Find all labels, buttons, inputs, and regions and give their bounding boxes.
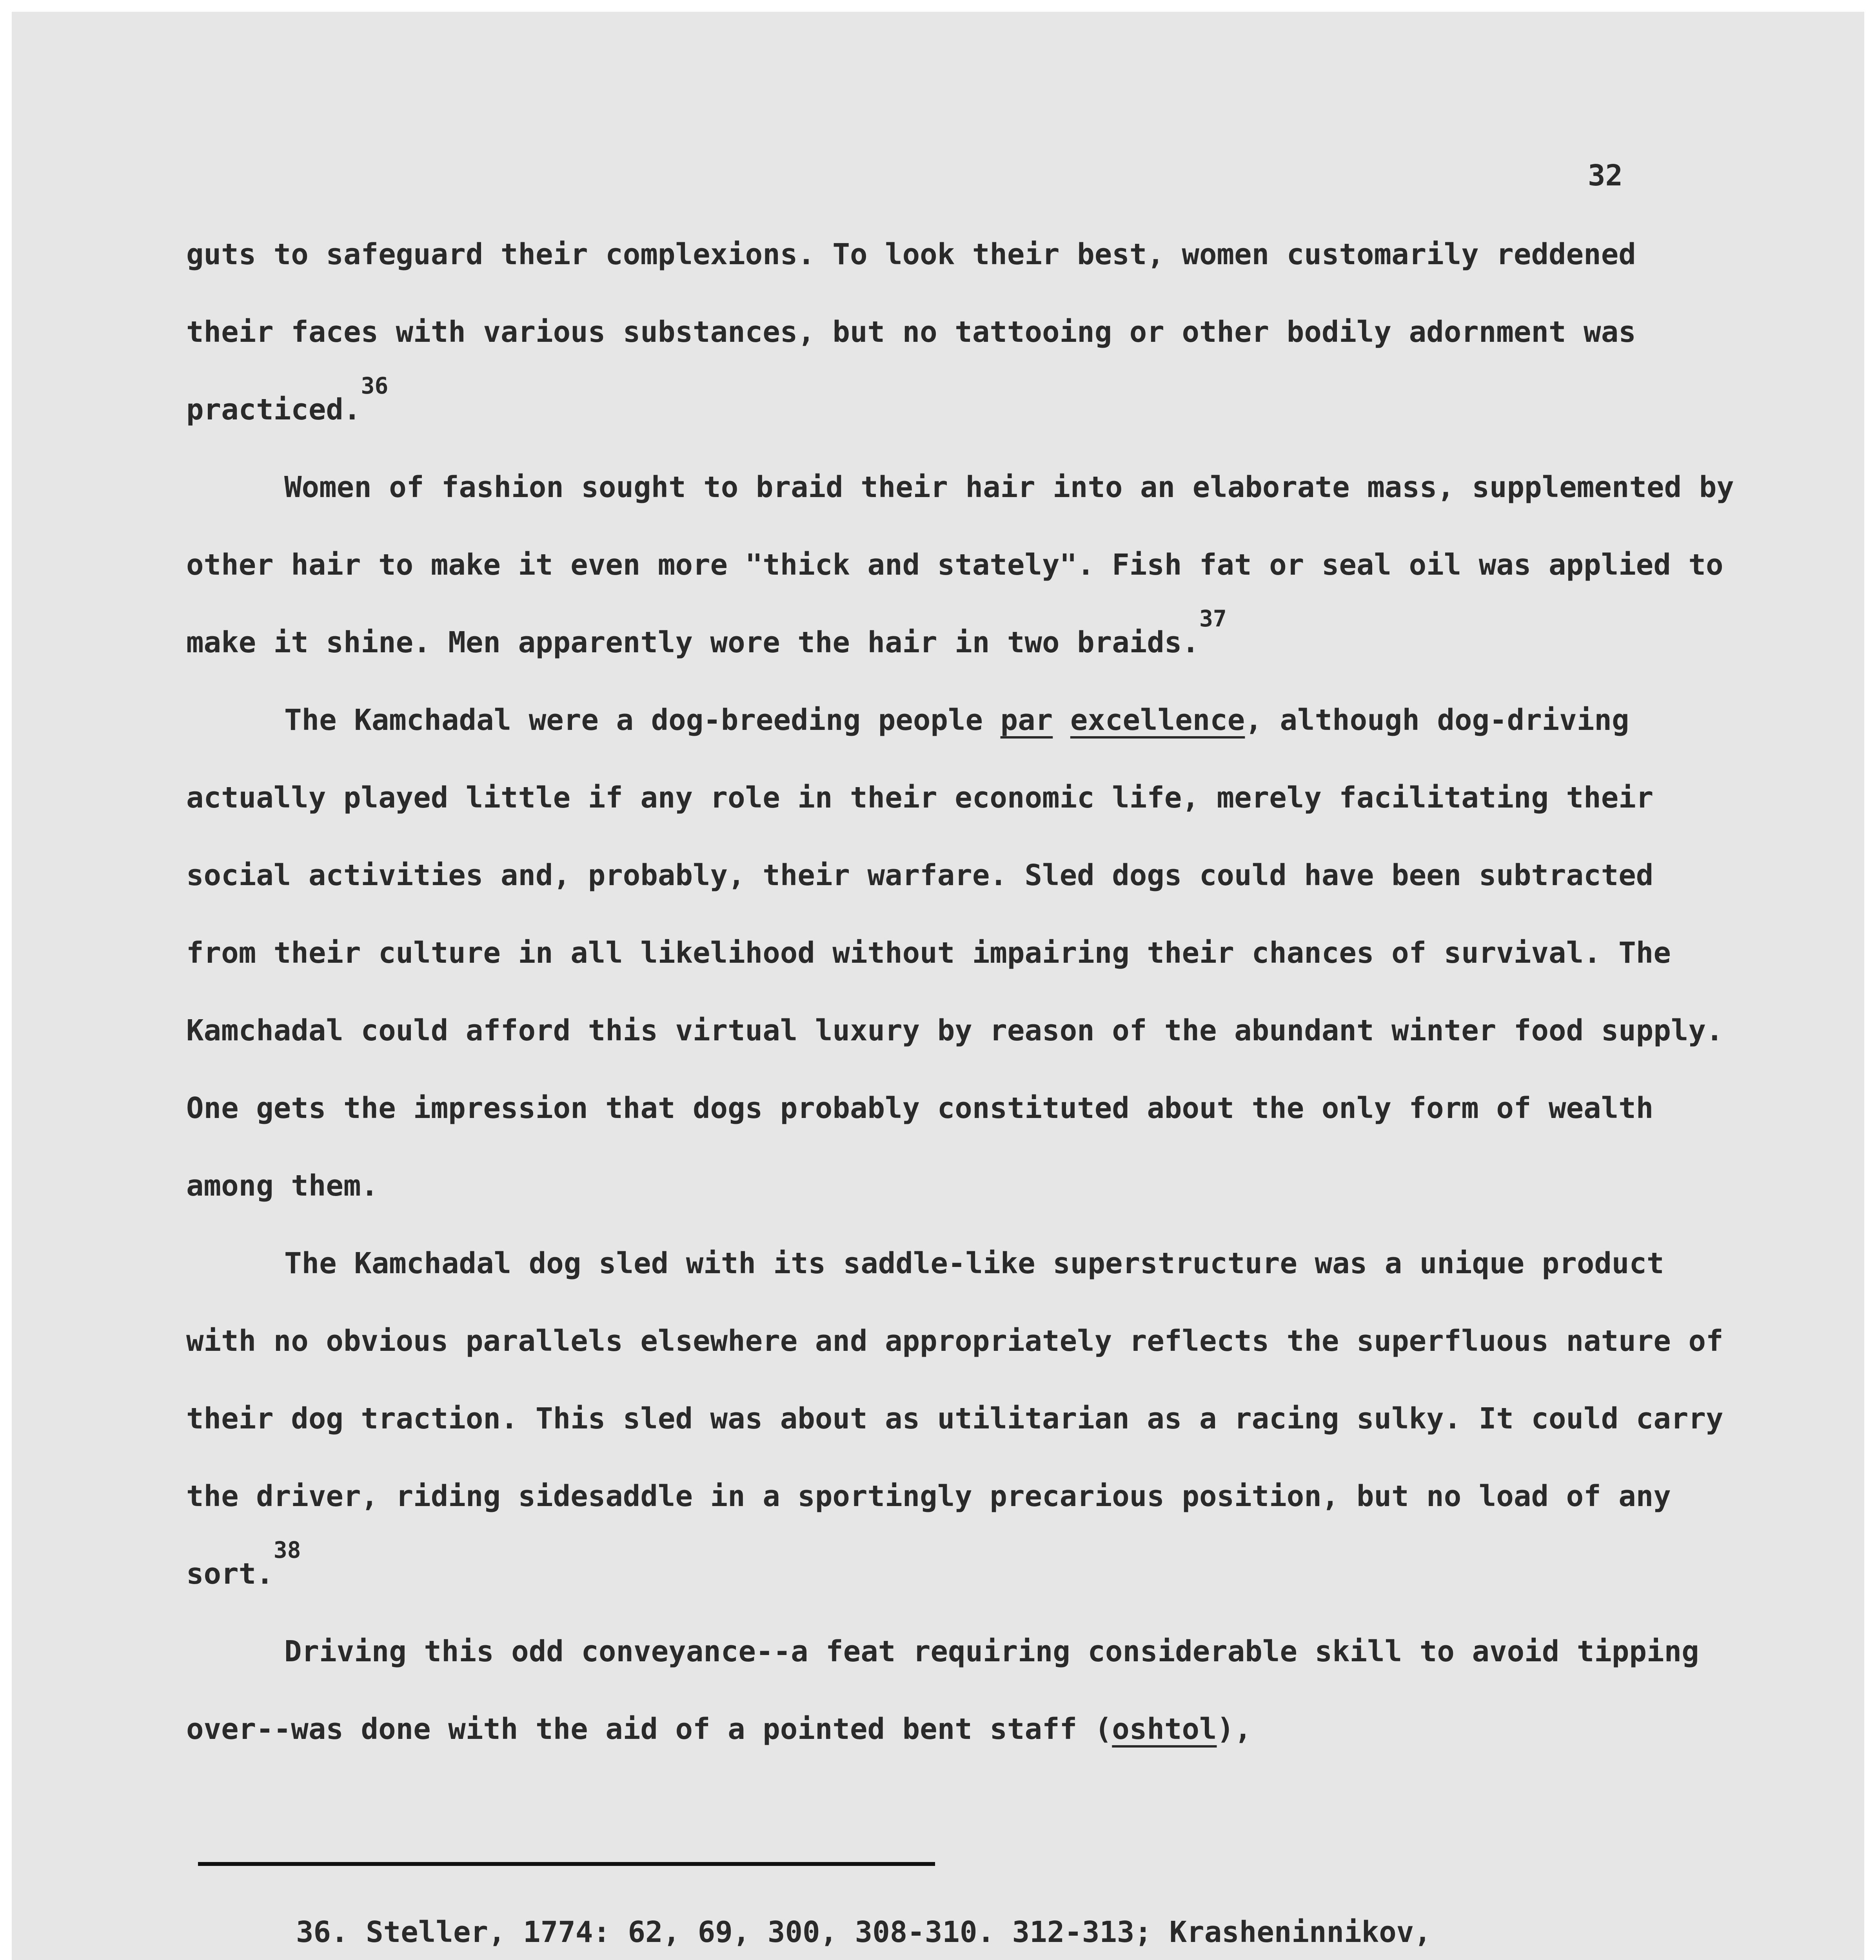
document-page xyxy=(12,12,1864,1960)
footnote-ref-38: 38 xyxy=(273,1537,301,1564)
underlined-term-par: par xyxy=(1000,703,1053,737)
paragraph-3 xyxy=(186,681,1739,1225)
footnote-ref-36: 36 xyxy=(361,372,389,399)
paragraph-1 xyxy=(186,216,1739,448)
footnote-36: 36. Steller, 1774: 62, 69, 300, 308-310. 312-313; Krasheninnikov, xyxy=(296,1915,1431,1949)
footnotes xyxy=(198,1893,1727,1960)
underlined-term-excellence: excellence xyxy=(1070,703,1245,737)
paragraph-2 xyxy=(186,448,1739,681)
paragraph-4-text: The Kamchadal dog sled with its saddle-like superstructure was a unique product with no obvious parallels elsewhere and appropriately reflects the superfluous nature of their dog traction. This sled was about as utilitarian as a racing sulky. It could carry the driver, riding sidesaddle in a sportingly precarious position, but no load of any sort. xyxy=(186,1247,1723,1591)
page-number: 32 xyxy=(1588,159,1623,192)
paragraph-5 xyxy=(186,1613,1739,1768)
paragraph-1-text: guts to safeguard their complexions. To look their best, women customarily reddened their faces with various substances, but no tattooing or other bodily adornment was practiced. xyxy=(186,238,1636,426)
paragraph-3-text-end: , although dog-driving actually played little if any role in their economic life, merely facilitating their social activities and, probably, their warfare. Sled dogs could have been subtracted from their culture in all likelihood without impairing their chances of survival. The Kamchadal could afford this virtual luxury by reason of the abundant winter food supply. One gets the impression that dogs probably constituted about the only form of wealth among them. xyxy=(186,703,1723,1203)
underlined-term-oshtol: oshtol xyxy=(1112,1712,1217,1746)
paragraph-5-text-end: ), xyxy=(1217,1712,1252,1746)
footnote-ref-37: 37 xyxy=(1199,605,1227,632)
paragraph-5-text-start: Driving this odd conveyance--a feat requiring considerable skill to avoid tipping over--was done with the aid of a pointed bent staff ( xyxy=(186,1635,1699,1746)
body-text xyxy=(186,216,1739,1768)
paragraph-4 xyxy=(186,1225,1739,1613)
footnote-separator-rule xyxy=(198,1862,935,1866)
paragraph-2-text: Women of fashion sought to braid their hair into an elaborate mass, supplemented by other hair to make it even more "thick and stately". Fish fat or seal oil was applied to make it shine. Men apparently wore the hair in two braids. xyxy=(186,470,1734,659)
paragraph-3-text-start: The Kamchadal were a dog-breeding people xyxy=(284,703,1001,737)
